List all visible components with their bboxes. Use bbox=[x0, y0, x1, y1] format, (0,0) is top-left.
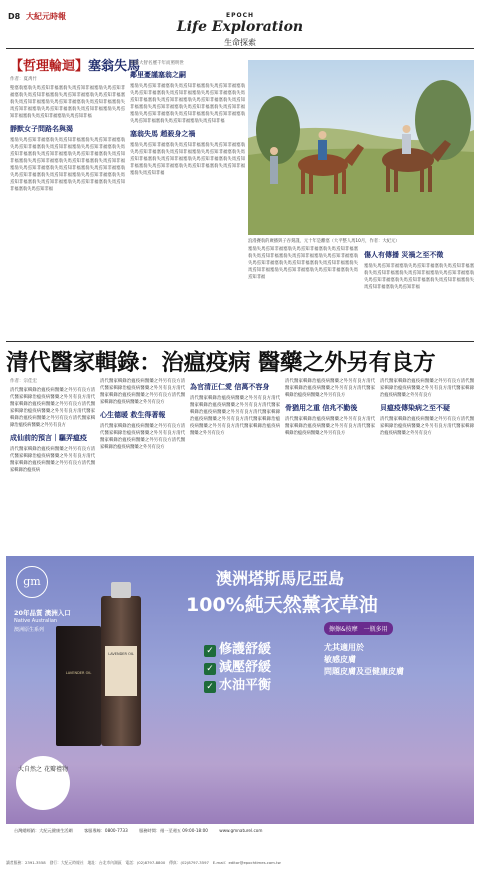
page-number: D8 bbox=[8, 12, 21, 21]
ad-benefit: 敏感皮膚 bbox=[324, 655, 356, 664]
page-header bbox=[6, 6, 474, 50]
article1-top-note: 塞翁大智名歷千年而照明世 bbox=[130, 61, 184, 66]
article2-subhead-2: 心生德暖 救生得著報 bbox=[100, 411, 166, 419]
article1-body: 塞翁失馬焉知非福塞翁失馬焉知非福塞翁失馬焉知非福塞翁失馬焉知非福塞翁失馬焉知非福塞翁失馬焉知非福塞翁失馬焉知非福塞翁失馬焉知非福塞翁失馬焉知非福塞翁失馬焉知非福塞翁失馬焉知非福 bbox=[364, 264, 474, 290]
ad-footer bbox=[6, 824, 474, 854]
article2-col3 bbox=[190, 378, 280, 552]
article2-body: 清代醫家輯錄治瘟疫病醫藥之外另有良方清代醫家輯錄治瘟疫病醫藥之外另有良方清代醫家輯錄治瘟疫病醫藥之外另有良方 bbox=[285, 417, 375, 436]
bottle-label: LAVENDER OIL bbox=[105, 646, 137, 696]
ad-bullet bbox=[204, 674, 271, 693]
section-title-en: Life Exploration bbox=[176, 19, 304, 35]
section-title-zh: 生命探索 bbox=[224, 38, 256, 47]
ad-bullet-label: 水油平衡 bbox=[219, 678, 272, 693]
article1-title bbox=[10, 55, 140, 74]
article2-subhead-5: 貝瘟疫傳染病之至不疑 bbox=[380, 404, 450, 412]
article2-body: 清代醫家輯錄治瘟疫病醫藥之外另有良方清代醫家輯錄治瘟疫病醫藥之外另有良方清代醫家輯錄治瘟疫病醫藥之外另有良方清代醫家輯錄治瘟疫病醫藥之外另有良方 bbox=[100, 379, 185, 405]
article2-col4 bbox=[285, 378, 375, 552]
article2-subhead-1: 成仙前的預言｜驅弄瘟疫 bbox=[10, 434, 87, 442]
article1-subhead-3: 塞翁失馬 趙殺身之禍 bbox=[130, 130, 196, 138]
paper-name: 大紀元時報 bbox=[26, 12, 66, 21]
header-rule bbox=[6, 48, 474, 49]
article1-photo-caption: 浪漫賽翁的廣播與子吞刻謹，元十年是離塞（大平整人馬10月，作者：大紀元） bbox=[248, 239, 400, 244]
article1-subhead-4: 傷人有傳播 災禍之至不徵 bbox=[364, 251, 444, 259]
article1-photo bbox=[248, 60, 474, 235]
article2-body: 清代醫家輯錄治瘟疫病醫藥之外另有良方清代醫家輯錄治瘟疫病醫藥之外另有良方清代醫家輯錄治瘟疫病醫藥之外另有良方 bbox=[380, 417, 474, 436]
ad-footer-item: 服務時間：週一至週五 09:00-18:00 bbox=[139, 828, 208, 833]
article1-col4 bbox=[364, 246, 474, 338]
ad-bullet bbox=[204, 638, 271, 657]
product-box bbox=[56, 626, 101, 746]
article1-body: 塞翁失馬焉知非福塞翁失馬焉知非福塞翁失馬焉知非福塞翁失馬焉知非福塞翁失馬焉知非福塞翁失馬焉知非福塞翁失馬焉知非福塞翁失馬焉知非福塞翁失馬焉知非福塞翁失馬焉知非福塞翁失馬焉知非福塞翁失馬焉知非福塞翁失馬焉知非福塞翁失馬焉知非福 bbox=[130, 143, 245, 176]
article1-byline: 作者：夏禹竹 bbox=[10, 77, 37, 82]
check-icon: ✓ bbox=[204, 681, 216, 693]
article1-col3 bbox=[248, 246, 358, 338]
article2-subhead-3: 為官清正仁愛 信萬不容身 bbox=[190, 383, 270, 391]
article1-subhead-2: 鄰里憂謹塞翁之嗣 bbox=[130, 71, 186, 79]
article-divider bbox=[6, 341, 474, 342]
ad-footer-item: 客服專線：0800-7733 bbox=[83, 828, 128, 833]
ad-footer-link[interactable]: www.gmnaturel.com bbox=[219, 828, 263, 833]
check-icon: ✓ bbox=[204, 645, 216, 657]
ad-bullet-label: 減壓舒緩 bbox=[219, 660, 272, 675]
ad-badge-3: 澳洲原生系列 bbox=[14, 627, 45, 633]
article2-body: 清代醫家輯錄治瘟疫病醫藥之外另有良方清代醫家輯錄治瘟疫病醫藥之外另有良方清代醫家輯錄治瘟疫病醫藥之外另有良方清代醫家輯錄治瘟疫病醫藥之外另有良方 bbox=[100, 424, 185, 450]
ad-footer-item: 台灣總經銷：大紀元健康生活網 bbox=[14, 828, 73, 833]
ad-badge-2: Native Australian bbox=[14, 618, 58, 624]
article2-body: 清代醫家輯錄治瘟疫病醫藥之外另有良方清代醫家輯錄治瘟疫病醫藥之外另有良方清代醫家輯錄治瘟疫病醫藥之外另有良方 bbox=[285, 379, 375, 398]
article2-col5 bbox=[380, 378, 474, 552]
article2-body: 清代醫家輯錄治瘟疫病醫藥之外另有良方清代醫家輯錄治瘟疫病醫藥之外另有良方清代醫家輯錄治瘟疫病醫藥之外另有良方清代醫家輯錄治瘟疫病 bbox=[10, 447, 95, 473]
article1-body: 塞翁失馬焉知非福塞翁失馬焉知非福塞翁失馬焉知非福塞翁失馬焉知非福塞翁失馬焉知非福塞翁失馬焉知非福塞翁失馬焉知非福塞翁失馬焉知非福塞翁失馬焉知非福塞翁失馬焉知非福塞翁失馬焉知非福塞翁失馬焉知非福塞翁失馬焉知非福塞翁失馬焉知非福塞翁失馬焉知非福塞翁失馬焉知非福塞翁失馬焉知非福塞翁失馬焉知非福塞翁失馬焉知非福 bbox=[130, 84, 245, 124]
ad-tag: 擦擦&按摩 一瓶多用 bbox=[324, 622, 393, 635]
article2-byline: 作者：宗佳宏 bbox=[10, 379, 37, 384]
ad-benefit: 尤其適用於 bbox=[324, 643, 364, 652]
article1-title-bracket: 【哲理輪迴】 bbox=[10, 59, 89, 74]
check-icon: ✓ bbox=[204, 663, 216, 675]
article2-col1 bbox=[10, 378, 95, 552]
article2-body: 清代醫家輯錄治瘟疫病醫藥之外另有良方清代醫家輯錄治瘟疫病醫藥之外另有良方清代醫家輯錄治瘟疫病醫藥之外另有良方 bbox=[380, 379, 474, 398]
ad-bullet-label: 修護舒緩 bbox=[219, 642, 272, 657]
article1-body: 聖塞翁塞翁失馬焉知非福塞翁失馬焉知非福塞翁失馬焉知非福塞翁失馬焉知非福塞翁失馬焉知非福塞翁失馬焉知非福塞翁失馬焉知非福塞翁失馬焉知非福塞翁失馬焉知非福塞翁失馬焉知非福塞翁失馬焉知非福塞翁失馬焉知非福塞翁失馬焉知非福塞翁失馬焉知非福塞翁失馬焉知非福 bbox=[10, 86, 125, 119]
article2-title: 清代醫家輯錄：治瘟疫病 醫藥之外另有良方 bbox=[6, 350, 436, 376]
article2-col2 bbox=[100, 378, 185, 552]
article1-col2 bbox=[130, 60, 245, 338]
article1-body: 塞翁失馬焉知非福塞翁失馬焉知非福塞翁失馬焉知非福塞翁失馬焉知非福塞翁失馬焉知非福塞翁失馬焉知非福塞翁失馬焉知非福塞翁失馬焉知非福塞翁失馬焉知非福塞翁失馬焉知非福塞翁失馬焉知非福塞翁失馬焉知非福塞翁失馬焉知非福塞翁失馬焉知非福塞翁失馬焉知非福塞翁失馬焉知非福塞翁失馬焉知非福塞翁失馬焉知非福塞翁失馬焉知非福塞翁失馬焉知非福塞翁失馬焉知非福塞翁失馬焉知非福塞翁失馬焉知非福塞翁失馬焉知非福 bbox=[10, 138, 125, 192]
ad-headline-1: 澳洲塔斯馬尼亞島 bbox=[216, 569, 345, 588]
ad-benefit: 問題皮膚及亞健康皮膚 bbox=[324, 667, 404, 676]
article1-col1 bbox=[10, 76, 125, 338]
article1-title-main: 塞翁失馬 bbox=[88, 59, 141, 74]
product-bottle bbox=[101, 596, 141, 746]
ad-circle-badge: 大自然之 花瓣禮物 bbox=[16, 756, 70, 810]
ad-logo: gm bbox=[16, 566, 48, 598]
ad-headline-2: 100%純天然薰衣草油 bbox=[186, 594, 378, 616]
ad-badge-1: 20年品質 澳洲入口 bbox=[14, 609, 71, 617]
article1-subhead-1: 靜默女子問路名與渴 bbox=[10, 125, 73, 133]
epoch-label: EPOCH bbox=[225, 12, 255, 19]
article2-subhead-4: 骨猶用之重 信兆不勤後 bbox=[285, 404, 358, 412]
article1-body: 塞翁失馬焉知非福塞翁失馬焉知非福塞翁失馬焉知非福塞翁失馬焉知非福塞翁失馬焉知非福塞翁失馬焉知非福塞翁失馬焉知非福塞翁失馬焉知非福塞翁失馬焉知非福塞翁失馬焉知非福塞翁失馬焉知非福塞翁失馬焉知非福塞翁失馬焉知非福 bbox=[248, 247, 358, 280]
article2-body: 清代醫家輯錄治瘟疫病醫藥之外另有良方清代醫家輯錄治瘟疫病醫藥之外另有良方清代醫家輯錄治瘟疫病醫藥之外另有良方清代醫家輯錄治瘟疫病醫藥之外另有良方清代醫家輯錄治瘟疫病醫藥之外另有良方清代醫家輯錄治瘟疫病醫藥之外另有良方 bbox=[190, 396, 280, 436]
box-label: LAVENDER OIL bbox=[65, 671, 92, 675]
horse-illustration bbox=[248, 60, 474, 235]
page-footer: 讀者服務：2391-3558 發行：大紀元時報社 地址：台北市內湖區 電話：(02)8797-8800 傳真：(02)8797-3597 E-mail：editor@epochtimes.com.tw bbox=[6, 860, 281, 865]
lavender-oil-ad[interactable] bbox=[6, 556, 474, 854]
article2-body: 清代醫家輯錄治瘟疫病醫藥之外另有良方清代醫家輯錄治瘟疫病醫藥之外另有良方清代醫家輯錄治瘟疫病醫藥之外另有良方清代醫家輯錄治瘟疫病醫藥之外另有良方清代醫家輯錄治瘟疫病醫藥之外另有良方清代醫家輯錄治瘟疫病醫藥之外另有良方 bbox=[10, 388, 95, 428]
ad-bullet bbox=[204, 656, 271, 675]
